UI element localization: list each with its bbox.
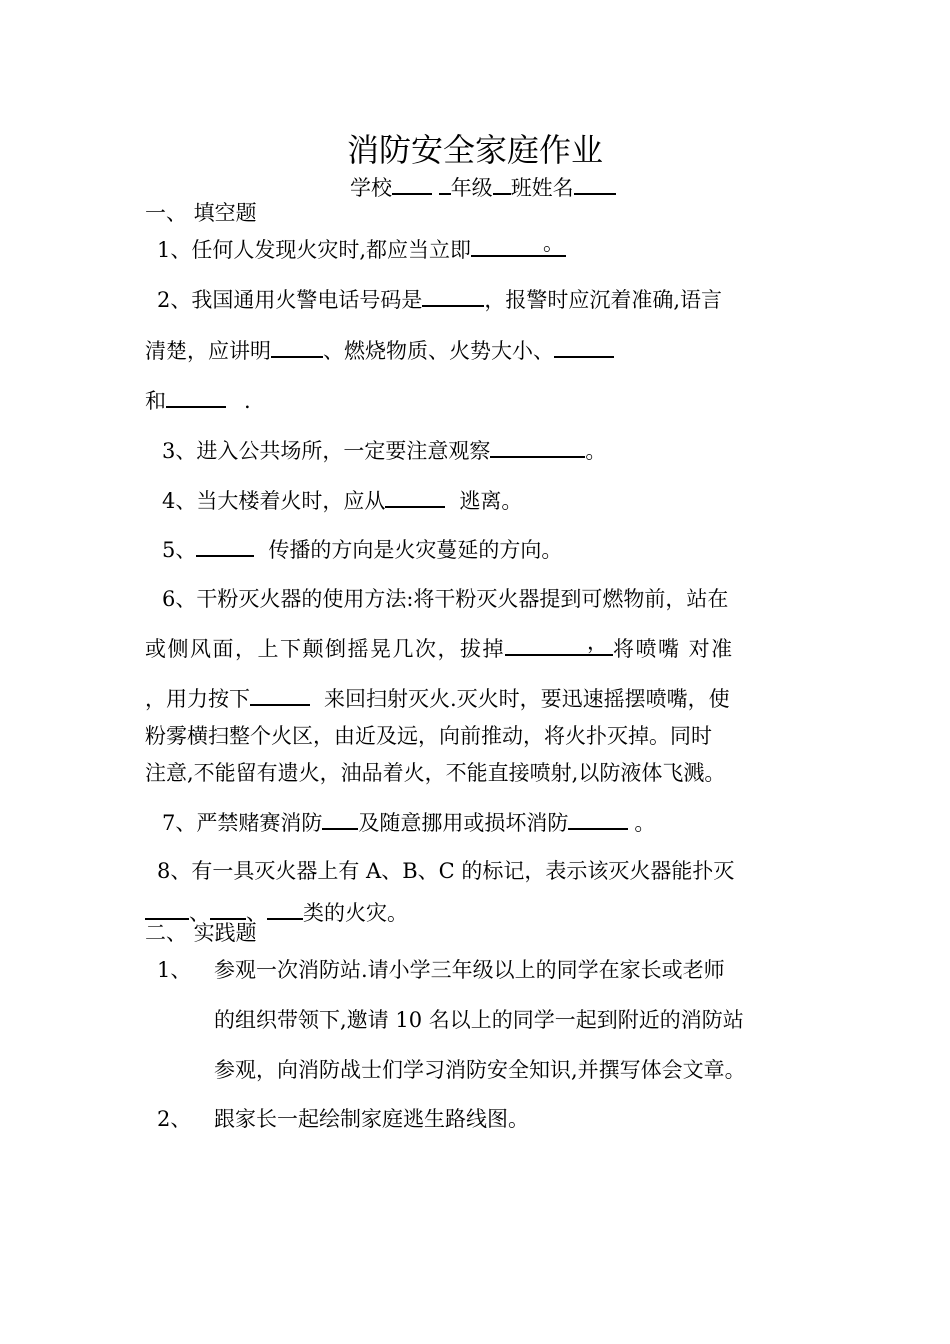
- question-3: [162, 436, 606, 465]
- question-8-separator-2: 、: [246, 901, 267, 925]
- question-2-line-2: [145, 336, 614, 365]
- question-6-comma: ，: [587, 630, 610, 654]
- question-6-line-4: 粉雾横扫整个火区，由近及远，向前推动，将火扑灭掉。同时: [145, 724, 712, 748]
- practice-item-1-line-3: 参观，向消防战士们学习消防安全知识,并撰写体会文章。: [214, 1058, 746, 1082]
- answer-blank-6a[interactable]: [505, 630, 613, 656]
- grade-label: 年级: [450, 176, 493, 200]
- name-blank[interactable]: [574, 173, 616, 195]
- class-name-label: 班姓名: [510, 176, 574, 200]
- answer-blank-8a[interactable]: [145, 898, 189, 920]
- question-2-line-1: [157, 285, 722, 314]
- question-7-text-b: 及随意挪用或损坏消防: [358, 811, 569, 835]
- question-6-line-1: 6、干粉灭火器的使用方法:将干粉灭火器提到可燃物前，站在: [162, 587, 729, 611]
- question-6-text-c: 将喷嘴 对准: [613, 637, 734, 661]
- question-2-text-e: 和: [145, 389, 166, 413]
- answer-blank-2d[interactable]: [166, 386, 226, 408]
- question-7-text: 7、严禁赌赛消防: [162, 811, 323, 835]
- question-4: [162, 486, 522, 515]
- question-6-line-5: 注意,不能留有遗火，油品着火，不能直接喷射,以防液体飞溅。: [145, 761, 726, 785]
- question-2-text-c: 清楚，应讲明: [145, 339, 271, 363]
- question-5-number: 5、: [162, 538, 197, 562]
- question-6-line-2: [145, 630, 734, 663]
- section-heading-fill-in: 一、 填空题: [145, 201, 257, 225]
- question-6-line-3: [145, 684, 730, 713]
- question-1-text: 1、任何人发现火灾时,都应当立即: [157, 238, 472, 262]
- answer-blank-5[interactable]: [196, 535, 254, 557]
- question-7-period: 。: [634, 811, 656, 835]
- practice-item-1-line-2: 的组织带领下,邀请 10 名以上的同学一起到附近的消防站: [214, 1008, 744, 1032]
- header-line: [350, 173, 616, 202]
- answer-blank-4[interactable]: [385, 486, 445, 508]
- question-2-text-d: 、燃烧物质、火势大小、: [323, 339, 554, 363]
- question-3-text: 3、进入公共场所，一定要注意观察: [162, 439, 491, 463]
- question-7: [162, 808, 655, 837]
- question-2-period: .: [244, 389, 251, 413]
- question-6-text-a: 或侧风面，上下颠倒摇晃几次，拔掉: [145, 637, 505, 661]
- section-heading-practice: 二、 实践题: [145, 921, 257, 945]
- practice-item-1-number: 1、: [157, 958, 192, 982]
- answer-blank-8b[interactable]: [210, 898, 246, 920]
- question-5: [162, 535, 562, 564]
- question-6-text-d: ，用力按下: [145, 687, 250, 711]
- class-blank[interactable]: [493, 173, 511, 195]
- question-2-text: 2、我国通用火警电话号码是: [157, 288, 423, 312]
- question-8-separator-1: 、: [189, 901, 210, 925]
- grade-blank[interactable]: [439, 173, 451, 195]
- answer-blank-7a[interactable]: [322, 808, 358, 830]
- answer-blank-2a[interactable]: [422, 285, 484, 307]
- answer-blank-7b[interactable]: [568, 808, 628, 830]
- question-3-period: 。: [585, 439, 607, 463]
- question-4-text: 4、当大楼着火时，应从: [162, 489, 386, 513]
- document-title: 消防安全家庭作业: [346, 131, 603, 169]
- answer-blank-3[interactable]: [490, 436, 585, 458]
- school-blank[interactable]: [392, 173, 432, 195]
- practice-item-2-text: 跟家长一起绘制家庭逃生路线图。: [214, 1107, 529, 1131]
- question-4-text-b: 逃离。: [459, 489, 523, 513]
- practice-item-2-number: 2、: [157, 1107, 192, 1131]
- answer-blank-1[interactable]: [471, 231, 566, 257]
- question-1: [157, 231, 566, 264]
- question-8-text-end: 类的火灾。: [303, 901, 408, 925]
- answer-blank-8c[interactable]: [267, 898, 303, 920]
- question-1-period: 。: [543, 231, 565, 255]
- question-8-line-1: 8、有一具灭火器上有 A、B、C 的标记，表示该灭火器能扑灭: [157, 859, 735, 883]
- practice-item-1-line-1: 参观一次消防站.请小学三年级以上的同学在家长或老师: [214, 958, 725, 982]
- question-2-text-b: ，报警时应沉着准确,语言: [484, 288, 723, 312]
- question-6-text-e: 来回扫射灭火.灭火时，要迅速摇摆喷嘴，使: [324, 687, 730, 711]
- answer-blank-2c[interactable]: [554, 336, 614, 358]
- answer-blank-6b[interactable]: [250, 684, 310, 706]
- school-label: 学校: [350, 176, 392, 200]
- answer-blank-2b[interactable]: [271, 336, 323, 358]
- question-5-text: 传播的方向是火灾蔓延的方向。: [268, 538, 563, 562]
- question-2-line-3: [145, 386, 251, 415]
